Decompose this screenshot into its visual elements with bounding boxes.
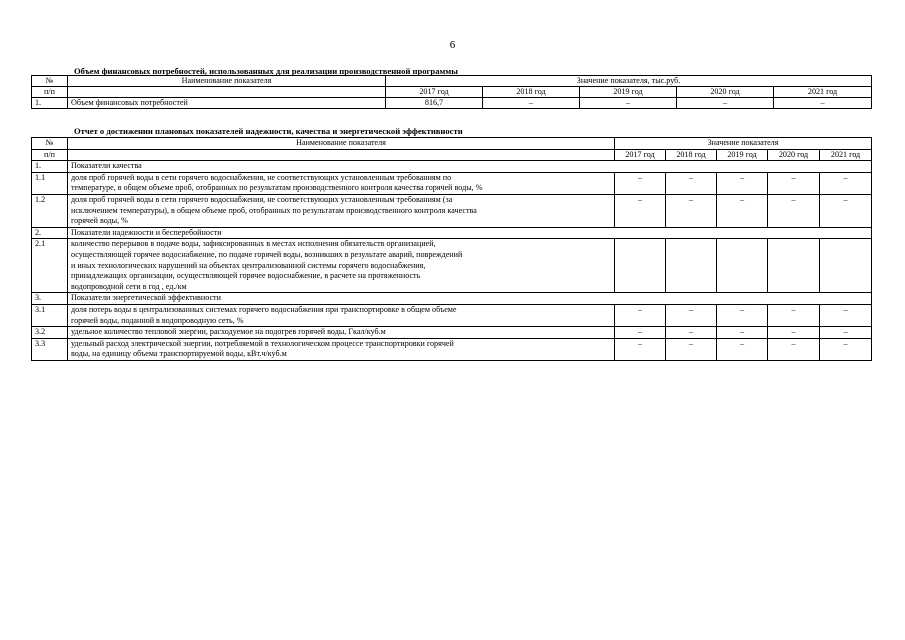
row-value: –: [666, 338, 717, 360]
row-text-line: удельный расход электрической энергии, потребляемой в технологическом процессе транспортировки горячей: [71, 338, 454, 348]
row-value: –: [666, 327, 717, 339]
row-text-line: водопроводной сети в год , ед./км: [71, 281, 187, 291]
row-value: –: [820, 194, 872, 227]
row-value: –: [615, 172, 666, 194]
row-value: –: [615, 304, 666, 326]
row-value: [717, 239, 768, 293]
row-number: 3.: [32, 293, 68, 305]
table-row: [32, 194, 872, 227]
page-number: 6: [449, 39, 456, 51]
row-value: –: [615, 338, 666, 360]
row-value: –: [768, 194, 820, 227]
table-row: [32, 98, 872, 109]
header-value: Значение показателя: [615, 138, 872, 150]
row-text-line: доля проб горячей воды в сети горячего водоснабжения, не соответствующих установленным требованиям по: [71, 172, 452, 182]
header-value: Значение показателя, тыс.руб.: [386, 76, 872, 87]
row-text-line: исключением температуры), в общем объеме проб, отобранных по результатам производственного контроля качества: [71, 205, 477, 215]
header-num-sub: п/п: [32, 87, 68, 98]
year-header: 2021 год: [820, 149, 872, 161]
section-row: [32, 293, 872, 305]
table-row: [32, 172, 872, 194]
row-value: [615, 239, 666, 293]
header-num-sub: п/п: [32, 149, 68, 161]
row-name: [68, 172, 615, 194]
header-name-empty: [68, 87, 386, 98]
row-value: –: [717, 172, 768, 194]
row-value: –: [666, 304, 717, 326]
year-header: 2020 год: [768, 149, 820, 161]
row-number: 3.2: [32, 327, 68, 339]
row-value: –: [615, 194, 666, 227]
row-number: 1.: [32, 161, 68, 173]
row-value: –: [768, 304, 820, 326]
row-value: –: [820, 172, 872, 194]
row-number: 1.: [32, 98, 68, 109]
section-title: Показатели надежности и бесперебойности: [68, 227, 872, 239]
row-value: –: [820, 338, 872, 360]
year-header: 2018 год: [666, 149, 717, 161]
row-text-line: принадлежащих организации, осуществляющей горячее водоснабжение, в расчете на протяженность: [71, 271, 421, 281]
indicators-report-table: [31, 137, 872, 361]
row-number: 2.1: [32, 239, 68, 293]
row-name: [68, 239, 615, 293]
row-value: –: [483, 98, 580, 109]
row-name: Объем финансовых потребностей: [68, 98, 386, 109]
section-title: Показатели качества: [68, 161, 872, 173]
year-header: 2018 год: [483, 87, 580, 98]
header-num: №: [32, 76, 68, 87]
row-value: –: [717, 338, 768, 360]
row-value: –: [768, 172, 820, 194]
header-name: Наименование показателя: [68, 138, 615, 150]
section-title: Показатели энергетической эффективности: [68, 293, 872, 305]
row-text-line: осуществляющей горячее водоснабжение, по подаче горячей воды, возникших в результате аварий, повреждений: [71, 249, 463, 259]
row-value: –: [580, 98, 677, 109]
section-row: [32, 161, 872, 173]
year-header: 2019 год: [580, 87, 677, 98]
row-text-line: горячей воды, %: [71, 216, 128, 226]
row-value: –: [768, 338, 820, 360]
row-value: –: [615, 327, 666, 339]
row-value: [820, 239, 872, 293]
row-text-line: доля проб горячей воды в сети горячего водоснабжения, не соответствующих установленным требованиям (за: [71, 194, 453, 204]
row-value: –: [677, 98, 774, 109]
financial-needs-table: [31, 75, 872, 109]
row-value: [768, 239, 820, 293]
year-header: 2017 год: [615, 149, 666, 161]
row-value: –: [666, 194, 717, 227]
row-value: –: [820, 327, 872, 339]
row-name: [68, 194, 615, 227]
header-name: Наименование показателя: [68, 76, 386, 87]
row-number: 3.1: [32, 304, 68, 326]
row-text-line: и иных технологических нарушений на объектах централизованной системы горячего водоснабжения,: [71, 260, 426, 270]
table-row: [32, 327, 872, 339]
row-value: –: [717, 194, 768, 227]
row-value: –: [768, 327, 820, 339]
financial-table-title: Объем финансовых потребностей, использованных для реализации производственной программы: [74, 66, 458, 76]
row-value: –: [717, 304, 768, 326]
row-text-line: температуре, в общем объеме проб, отобранных по результатам производственного контроля качества горячей воды, %: [71, 183, 483, 193]
row-text-line: воды, на единицу объема транспортируемой воды, кВт.ч/куб.м: [71, 349, 287, 359]
year-header: 2021 год: [774, 87, 872, 98]
row-value: [666, 239, 717, 293]
row-text-line: доля потерь воды в централизованных системах горячего водоснабжения при транспортировке в общем объеме: [71, 304, 457, 314]
row-name: [68, 338, 615, 360]
header-num: №: [32, 138, 68, 150]
row-value: 816,7: [386, 98, 483, 109]
table-row: [32, 338, 872, 360]
row-text-line: горячей воды, поданной в водопроводную сеть, %: [71, 315, 244, 325]
row-value: –: [820, 304, 872, 326]
year-header: 2020 год: [677, 87, 774, 98]
row-name: [68, 304, 615, 326]
section-row: [32, 227, 872, 239]
row-value: –: [774, 98, 872, 109]
year-header: 2017 год: [386, 87, 483, 98]
header-name-empty: [68, 149, 615, 161]
row-value: –: [717, 327, 768, 339]
report-table-title: Отчет о достижении плановых показателей надежности, качества и энергетической эффективности: [74, 126, 463, 136]
table-row: [32, 239, 872, 293]
row-value: –: [666, 172, 717, 194]
row-number: 2.: [32, 227, 68, 239]
row-name: [68, 327, 615, 339]
row-number: 3.3: [32, 338, 68, 360]
row-number: 1.1: [32, 172, 68, 194]
table-row: [32, 304, 872, 326]
row-number: 1.2: [32, 194, 68, 227]
year-header: 2019 год: [717, 149, 768, 161]
row-text-line: удельное количество тепловой энергии, расходуемое на подогрев горячей воды, Гкал/куб.м: [71, 327, 386, 337]
row-text-line: количество перерывов в подаче воды, зафиксированных в местах исполнения обязательств организацией,: [71, 239, 436, 249]
